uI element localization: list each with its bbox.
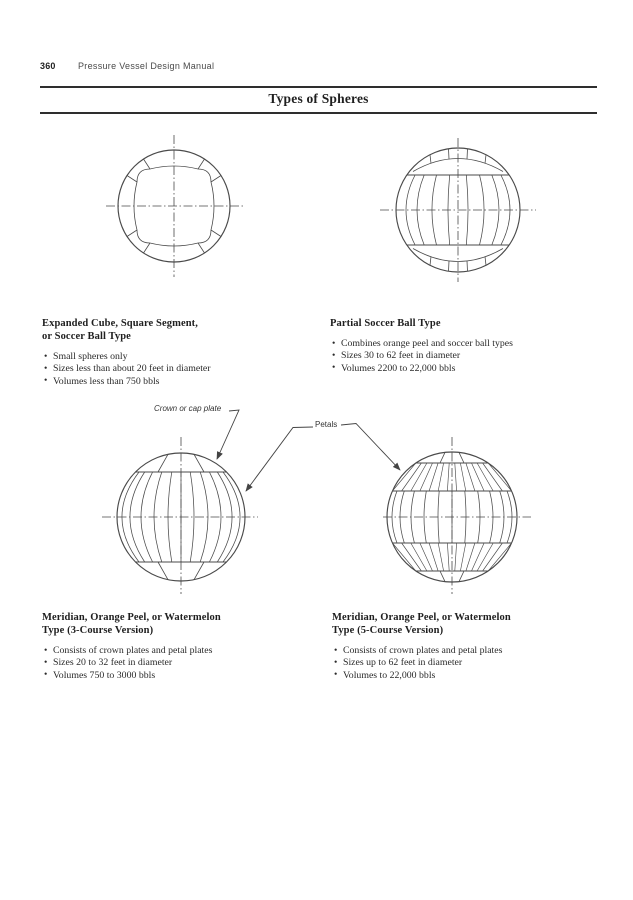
bullet-item: • Consists of crown plates and petal plates [42, 645, 330, 657]
sphere-diagram-soccer-ball [99, 131, 249, 281]
type-heading [332, 611, 620, 637]
page-number: 360 [40, 61, 56, 71]
sphere-diagram-3-course [98, 434, 263, 599]
heading-line: Meridian, Orange Peel, or Watermelon [332, 612, 511, 623]
centerlines [106, 135, 245, 277]
heading-line: Meridian, Orange Peel, or Watermelon [42, 612, 221, 623]
bullet-item: • Sizes up to 62 feet in diameter [332, 657, 620, 669]
type-heading [42, 611, 330, 637]
heading-line: or Soccer Ball Type [42, 331, 131, 342]
heading-line: Type (3-Course Version) [42, 625, 154, 636]
heading-line: Partial Soccer Ball Type [330, 318, 441, 329]
bullet-item: • Volumes 750 to 3000 bbls [42, 670, 330, 682]
description-block-3-course [42, 611, 330, 682]
type-bullet-list [42, 645, 330, 682]
bullet-item: • Combines orange peel and soccer ball types [330, 338, 618, 350]
type-bullet-list [332, 645, 620, 682]
manual-title: Pressure Vessel Design Manual [78, 61, 215, 71]
petals-label: Petals [315, 420, 338, 429]
heading-line: Type (5-Course Version) [332, 625, 444, 636]
bullet-item: • Small spheres only [42, 351, 330, 363]
title-rule-top [40, 86, 597, 88]
centerlines [102, 437, 258, 594]
bullet-item: • Volumes less than 750 bbls [42, 376, 330, 388]
type-heading [330, 317, 618, 330]
type-heading [42, 317, 330, 343]
crown-plate-label: Crown or cap plate [154, 404, 222, 413]
description-block-5-course [332, 611, 620, 682]
description-block-partial-soccer-ball [330, 317, 618, 375]
running-head [40, 61, 215, 71]
section-title: Types of Spheres [268, 91, 369, 106]
sphere-diagram-5-course [369, 434, 534, 599]
type-bullet-list [330, 338, 618, 375]
bullet-item: • Sizes 20 to 32 feet in diameter [42, 657, 330, 669]
bullet-item: • Sizes less than about 20 feet in diameter [42, 363, 330, 375]
title-rule-bottom [40, 112, 597, 114]
description-block-soccer-ball [42, 317, 330, 388]
bullet-item: • Consists of crown plates and petal plates [332, 645, 620, 657]
bullet-item: • Volumes 2200 to 22,000 bbls [330, 363, 618, 375]
centerlines [380, 138, 536, 282]
type-bullet-list [42, 351, 330, 388]
bullet-item: • Sizes 30 to 62 feet in diameter [330, 350, 618, 362]
bullet-item: • Volumes to 22,000 bbls [332, 670, 620, 682]
sphere-diagram-partial-soccer-ball [378, 135, 538, 285]
centerlines [383, 437, 531, 594]
heading-line: Expanded Cube, Square Segment, [42, 318, 198, 329]
